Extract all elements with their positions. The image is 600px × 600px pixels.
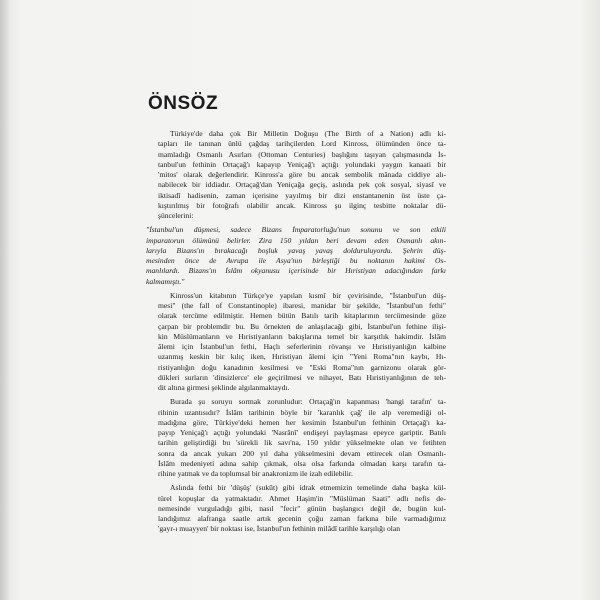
text-line: imparatorun ölümünü belirler. Zira 150 yıldan beri devam eden Osmanlı akın- — [146, 235, 446, 245]
text-line: tanbul'un fethinin Ortaçağ'ı kapayıp Yeniçağ'ı açtığı yolundaki yaygın kanaati bir — [158, 159, 446, 169]
text-line: iktisadî hadisenin, zaman içerisine yayılmış bir dizi enstantanenin üst üste ça- — [158, 190, 446, 200]
block-quote — [146, 225, 446, 287]
text-line: madığına göre, Türkiye'deki hemen her kesimin İstanbul'un fethinin Ortaçağ'ı ka- — [158, 417, 446, 427]
text-line: kalmamıştı." — [146, 276, 185, 286]
text-line: ristiyanlığın doğu kanadının kesilmesi ve "Eski Roma"nın garnizonu olarak gör- — [158, 362, 446, 372]
text-line: dükleri surların 'dinsizlerce' ele geçirilmesi ve nihayet, Batı Hıristiyanlığının de teh- — [158, 372, 446, 382]
text-line: âlemi için İstanbul'un fethi, Haçlı seferlerinin rövanşı ve Hıristiyanlığın kalbine — [158, 342, 446, 351]
text-line: şüncelerini: — [158, 211, 194, 220]
binding-shadow — [0, 0, 10, 600]
text-line: 'mitos' olarak değerlendirir. Kinross'a göre bu ancak sembolik mânada ciddiye alı- — [158, 170, 446, 179]
text-line: mesinden önce de Avrupa ile Asya'nın birleştiği bu noktanın hakimi Os- — [146, 256, 446, 265]
text-line: larıyla Bizans'ın bırakacağı boşluk yavaş yavaş dolduruluyordu. Şehrin düş- — [146, 245, 446, 255]
text-line: çarpan bir problemdir bu. Bu örnekten de anlaşılacağı gibi, İstanbul'un fethine ilişi- — [158, 321, 446, 331]
text-line: İslâm medeniyeti adına sahip çıkmak, olsa olsa farkında olmadan karşı tarafın ta- — [158, 458, 446, 468]
text-line: kıştırılmış bir fotoğrafı olabilir ancak. Kinross şu ilginç tesbitte noktalar dü- — [158, 200, 446, 210]
text-line: payıp Yeniçağ'ı açtığı yolundaki 'Nasrânî' endişeyi paylaşması epeyce gariptir. Batılı — [158, 428, 446, 437]
body-text — [146, 127, 446, 539]
text-line: mesi" (the fall of Constantinople) ibaresi, manidar bir şekilde, "İstanbul'un fethi" — [158, 301, 446, 310]
text-line: sonra da ancak yukarı 200 yıl daha yükselmesini devam ettirecek olan Osmanlı- — [158, 448, 446, 458]
text-line: rihinin uzantısıdır? İslâm tarihinin böyle bir 'karanlık çağ' ile alp veremediği ol- — [158, 407, 446, 417]
text-line: 'gayr-ı muayyen' bir noktası ise, İstanbul'un fethinin milâdî tarihle karşılığı olan — [158, 524, 401, 534]
text-line: tapları ile tanınan ünlü çağdaş tarihçilerden Lord Kinross, ölümünden önce ta- — [158, 139, 446, 149]
paragraph — [146, 397, 446, 479]
text-line: mamladığı Osmanlı Asırları (Ottoman Centuries) başlığını taşıyan çalışmasında İs- — [158, 149, 446, 159]
text-line: kin Müslümanların ve Hıristiyanların bakışlarına temel bir karşıtlık hakimdir. İslâm — [158, 331, 446, 341]
text-line: tarihin geliştirdiği bu 'sürekli lik savı'na, 150 yıldır yükselmekte olan ve fetihten — [158, 438, 446, 448]
paragraph — [146, 129, 446, 221]
text-line: uzanmış keskin bir kılıç iken, Hıristiyan âlemi için "Yeni Roma"nın kaybı, Hı- — [158, 352, 446, 362]
text-line: landığımız alafranga saatle artık gecenin çoğu zaman farkına bile varmadığımız — [158, 514, 446, 523]
text-line: dit altına girmesi şeklinde algılanmaktaydı. — [158, 383, 290, 392]
paragraph — [146, 291, 446, 394]
page-title: ÖNSÖZ — [148, 93, 219, 114]
text-line: türel kopuşlar da yatmaktadır. Ahmet Haşim'in "Müslüman Saati" adlı nefis de- — [158, 493, 446, 503]
text-line: manlılardı. Bizans'ın İslâm okyanusu içerisinde bir Hıristiyan adacığından farkı — [146, 266, 446, 276]
text-line: nabilecek bir iddiadır. Ortaçağ'dan Yeniçağa geçiş, aslında pek çok sosyal, siyasî ve — [158, 180, 446, 190]
text-line: "İstanbul'un düşmesi, sadece Bizans İmparatorluğu'nun sonunu ve son etkili — [146, 225, 446, 235]
text-line: rihine yatmak ve da toplumsal bir anakronizm ile izah edilebilir. — [158, 469, 353, 478]
text-line: Kinross'un kitabının Türkçe'ye yapılan kısmî bir çevirisinde, "İstanbul'un düş- — [170, 290, 446, 300]
text-line: nemesinde vurguladığı gibi, nasıl "fecir" günün başlangıcı değil de, bugün kul- — [158, 503, 446, 513]
text-line: Aslında fethi bir 'düşüş' (sukût) gibi idrak etmemizin temelinde daha başka kül- — [170, 483, 446, 493]
text-line: olarak tercüme edilmiştir. Hemen bütün Batılı tarih kitaplarının tercümesinde göze — [158, 311, 446, 321]
paragraph — [146, 483, 446, 534]
text-line: Burada şu soruyu sormak zorunludur: Ortaçağ'ın kapanması 'hangi tarafın' ta- — [170, 397, 446, 407]
text-line: Türkiye'de daha çok Bir Milletin Doğuşu (The Birth of a Nation) adlı ki- — [170, 129, 446, 138]
